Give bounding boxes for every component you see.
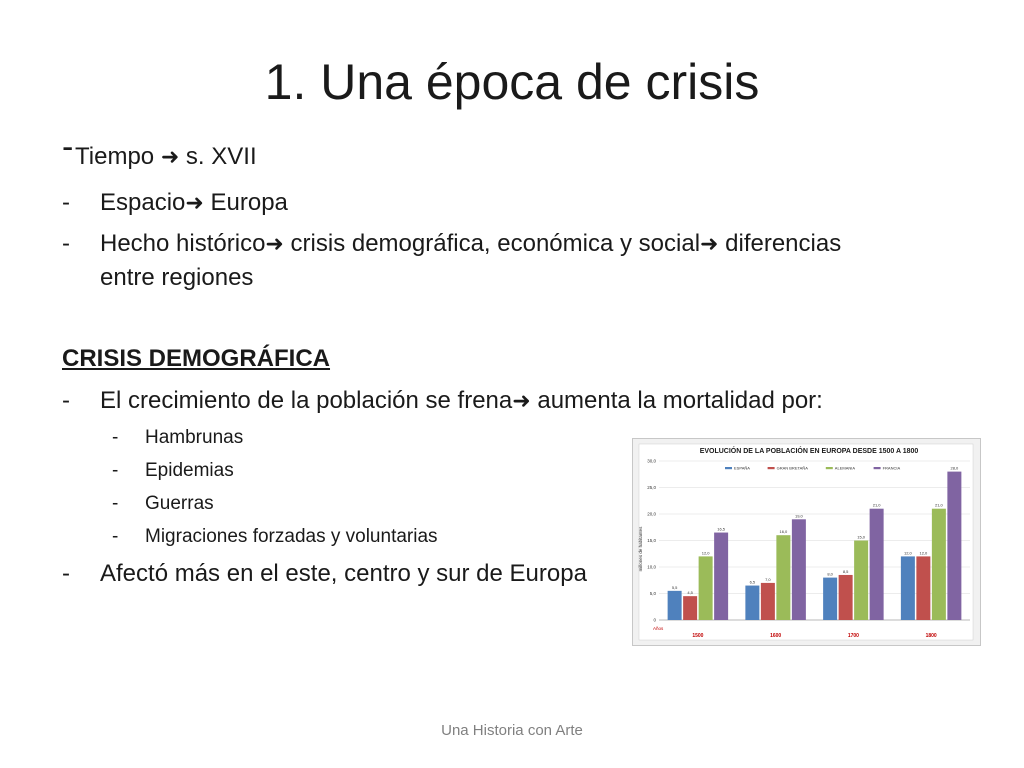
chart-bar [870, 509, 884, 620]
chart-data-label: 15,0 [857, 534, 866, 540]
chart-ytick-label: 30,0 [647, 458, 656, 464]
bullet-dash: - [62, 560, 70, 587]
chart-legend-swatch [768, 467, 775, 469]
chart-legend-swatch [874, 467, 881, 469]
bullet-dash: - [62, 128, 74, 166]
sub-bullet-dash: - [112, 460, 119, 481]
chart-svg [633, 439, 980, 645]
hecho-value: crisis demográfica, económica y social [290, 230, 701, 257]
chart-bar [668, 591, 682, 620]
chart-ylabel: millones de habitantes [638, 526, 643, 572]
chart-bar [839, 575, 853, 620]
chart-data-label: 7,0 [765, 576, 771, 582]
chart-legend-label: GRAN BRETAÑA [776, 465, 808, 471]
chart-bar [947, 472, 961, 620]
sub-bullet-dash: - [112, 427, 119, 448]
chart-bar [714, 533, 728, 620]
chart-data-label: 12,0 [919, 550, 928, 556]
chart-legend-swatch [826, 467, 833, 469]
chart-title: EVOLUCIÓN DE LA POBLACIÓN EN EUROPA DESDE 1500 A 1800 [699, 448, 919, 455]
chart-category-label: 1800 [925, 633, 937, 639]
hecho-label: Hecho histórico [100, 230, 266, 257]
chart-ytick-label: 15,0 [647, 538, 656, 543]
chart-legend-label: ESPAÑA [734, 465, 750, 471]
chart-category-label: 1700 [847, 633, 859, 639]
bullet-dash: - [62, 387, 70, 414]
chart-legend-label: FRANCIA [882, 465, 901, 471]
chart-bar [823, 578, 837, 620]
chart-bar [699, 556, 713, 620]
chart-bar [916, 556, 930, 620]
espacio-value: Europa [210, 189, 288, 216]
chart-legend-label: ALEMANIA [834, 465, 856, 471]
chart-data-label: 8,0 [827, 571, 833, 577]
bullet-dash: - [62, 189, 70, 216]
chart-data-label: 28,0 [950, 465, 959, 471]
footer: Una Historia con Arte [441, 722, 583, 739]
chart-data-label: 16,0 [779, 529, 788, 535]
chart-category-label: 1600 [770, 633, 782, 639]
chart-category-label: 1500 [692, 633, 704, 639]
chart-ytick-label: 0 [653, 617, 656, 623]
arrow-right-icon: ➜ [265, 231, 284, 256]
arrow-right-icon: ➜ [512, 388, 531, 413]
section-heading: CRISIS DEMOGRÁFICA [62, 345, 331, 372]
chart-ytick-label: 10,0 [647, 564, 656, 570]
slide-title: 1. Una época de crisis [264, 54, 760, 110]
arrow-right-icon: ➜ [700, 231, 719, 256]
cause-text: Hambrunas [145, 427, 244, 448]
chart-ytick-label: 5,0 [649, 591, 656, 596]
bullet-dash: - [62, 230, 70, 257]
chart-ytick-label: 25,0 [647, 485, 656, 490]
chart-xlabel: Años [653, 626, 664, 631]
sub-bullet-dash: - [112, 526, 119, 547]
chart-data-label: 4,5 [687, 590, 693, 596]
chart-bar [761, 583, 775, 620]
cause-text: Guerras [145, 493, 214, 514]
chart-bar [745, 586, 759, 620]
chart-bar [683, 596, 697, 620]
arrow-right-icon: ➜ [160, 144, 180, 169]
tiempo-value: s. XVII [185, 143, 257, 170]
hecho-value-2: diferencias [725, 230, 842, 257]
tiempo-label: Tiempo [75, 143, 155, 170]
chart-data-label: 12,0 [701, 550, 710, 556]
chart-bar [776, 535, 790, 620]
mortalidad-text: aumenta la mortalidad por: [537, 387, 823, 414]
chart-data-label: 19,0 [794, 513, 803, 519]
chart-data-label: 21,0 [872, 502, 881, 508]
chart-data-label: 16,5 [717, 526, 726, 532]
chart-bar [932, 509, 946, 620]
cause-text: Epidemias [145, 460, 234, 481]
chart-data-label: 12,0 [903, 550, 912, 556]
hecho-cont: entre regiones [100, 264, 254, 291]
espacio-label: Espacio [100, 189, 186, 216]
chart-ytick-label: 20,0 [647, 511, 656, 517]
chart-bar [792, 519, 806, 620]
cause-text: Migraciones forzadas y voluntarias [145, 526, 438, 547]
population-chart [632, 438, 981, 646]
arrow-right-icon: ➜ [185, 190, 204, 215]
sub-bullet-dash: - [112, 493, 119, 514]
chart-data-label: 21,0 [934, 502, 943, 508]
chart-data-label: 8,5 [842, 568, 849, 574]
chart-legend-swatch [725, 467, 732, 469]
crecimiento-text: El crecimiento de la población se frena [100, 387, 513, 414]
chart-data-label: 6,5 [749, 579, 756, 585]
chart-data-label: 5,5 [671, 584, 678, 590]
chart-bar [854, 541, 868, 621]
chart-bar [901, 556, 915, 620]
afecto-text: Afectó más en el este, centro y sur de Europa [100, 560, 587, 587]
